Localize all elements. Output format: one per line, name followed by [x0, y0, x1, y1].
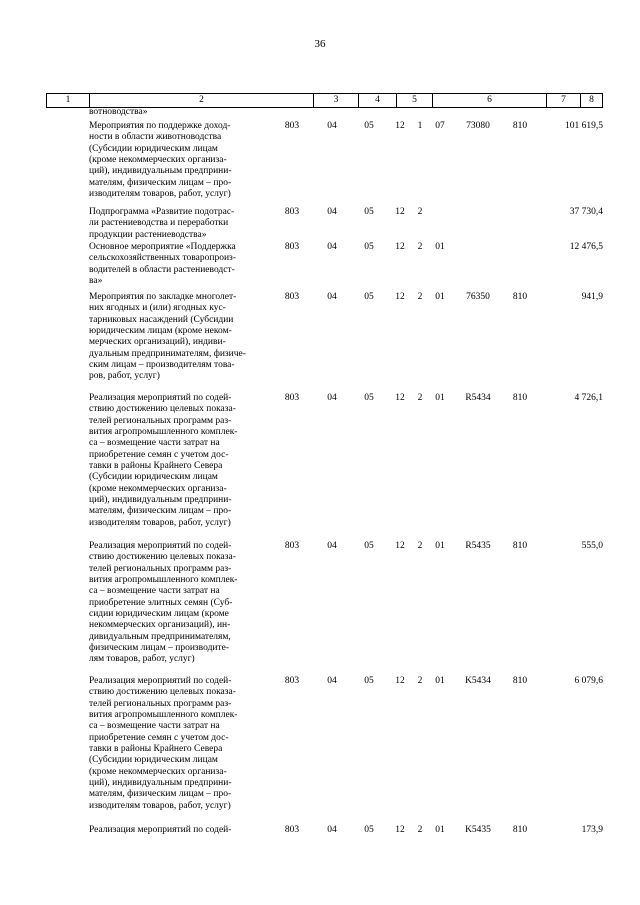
row-target-4: K5434 [465, 676, 491, 686]
row-name: Мероприятия по закладке многолет- них ягодных и (или) ягодных кус- тарниковых насаждений (Субсидии юридическим лицам (кроме неком- мерческих организаций), индиви- дуальным предпринимателям, физиче- ским лицам – производителям това- ров, работ, услуг) [89, 292, 246, 382]
row-gr: 803 [284, 393, 300, 403]
row-name: Реализация мероприятий по содей- ствию достижению целевых показа- телей региональных программ раз- вития агропромышленного комплек- са – возмещение части затрат на приобретение семян с учетом дос- тавки в районы Крайнего Севера (Субсидии юридическим лицам (кроме некоммерческих организа- ций), индивидуальным предприни- мателям, физическим лицам – про- изводителям товаров, работ, услуг) [89, 393, 238, 528]
row-target-2: 2 [417, 676, 423, 686]
page-number: 36 [314, 38, 326, 50]
row-sum: 37 730,4 [569, 207, 603, 217]
row-gr: 803 [284, 121, 300, 131]
row-target-4: R5435 [465, 541, 491, 551]
row-pr: 05 [364, 393, 374, 403]
row-target-2: 2 [417, 242, 423, 252]
row-vr: 810 [512, 292, 528, 302]
row-target-1: 12 [395, 676, 405, 686]
row-vr: 810 [512, 541, 528, 551]
header-col-1: 1 [46, 94, 89, 107]
row-target-2: 2 [417, 292, 423, 302]
row-gr: 803 [284, 541, 300, 551]
row-rz: 04 [327, 676, 337, 686]
row-target-3: 01 [435, 825, 445, 835]
row-vr: 810 [512, 121, 528, 131]
row-sum: 6 079,6 [574, 676, 603, 686]
row-vr: 810 [512, 676, 528, 686]
row-gr: 803 [284, 242, 300, 252]
row-target-1: 12 [395, 242, 405, 252]
row-target-1: 12 [395, 541, 405, 551]
row-name: Реализация мероприятий по содей- ствию достижению целевых показа- телей региональных программ раз- вития агропромышленного комплек- са – возмещение части затрат на приобретение семян с учетом дос- тавки в районы Крайнего Севера (Субсидии юридическим лицам (кроме некоммерческих организа- ций), индивидуальным предприни- мателям, физическим лицам – про- изводителям товаров, работ, услуг) [89, 676, 238, 811]
row-rz: 04 [327, 121, 337, 131]
header-col-7: 7 [546, 94, 580, 107]
row-target-2: 2 [417, 393, 423, 403]
row-gr: 803 [284, 207, 300, 217]
row-sum: 555,0 [581, 541, 603, 551]
row-target-4: 73080 [466, 121, 490, 131]
row-target-3: 01 [435, 393, 445, 403]
row-gr: 803 [284, 825, 300, 835]
row-target-2: 2 [417, 541, 423, 551]
row-target-1: 12 [395, 825, 405, 835]
row-pr: 05 [364, 825, 374, 835]
header-col-4: 4 [358, 94, 396, 107]
row-target-4: R5434 [465, 393, 491, 403]
row-sum: 4 726,1 [574, 393, 603, 403]
header-col-5: 5 [396, 94, 432, 107]
row-target-4: 76350 [466, 292, 490, 302]
row-target-2: 2 [417, 207, 423, 217]
row-target-3: 01 [435, 292, 445, 302]
row-pr: 05 [364, 207, 374, 217]
header-col-6: 6 [432, 94, 546, 107]
row-sum: 12 476,5 [569, 242, 603, 252]
row-pr: 05 [364, 676, 374, 686]
row-vr: 810 [512, 393, 528, 403]
row-rz: 04 [327, 825, 337, 835]
row-target-2: 2 [417, 825, 423, 835]
row-pr: 05 [364, 541, 374, 551]
row-pr: 05 [364, 121, 374, 131]
row-name: Реализация мероприятий по содей- ствию достижению целевых показа- телей региональных программ раз- вития агропромышленного комплек- са – возмещение части затрат на приобретение элитных семян (Суб- сидии юридическим лицам (кроме некоммерческих организаций), ин- дивидуальным предпринимателям, физическим лицам – производите- лям товаров, работ, услуг) [89, 541, 238, 665]
row-target-1: 12 [395, 207, 405, 217]
header-col-3: 3 [313, 94, 358, 107]
header-col-8: 8 [580, 94, 603, 107]
row-rz: 04 [327, 207, 337, 217]
row-target-4: K5435 [465, 825, 491, 835]
row-name: вотноводства» [89, 107, 148, 117]
row-pr: 05 [364, 292, 374, 302]
row-target-1: 12 [395, 292, 405, 302]
header-col-2: 2 [89, 94, 313, 107]
row-rz: 04 [327, 242, 337, 252]
row-target-3: 01 [435, 541, 445, 551]
row-name: Реализация мероприятий по содей- [89, 825, 232, 835]
row-target-2: 1 [417, 121, 423, 131]
row-target-3: 01 [435, 242, 445, 252]
row-sum: 941,9 [581, 292, 603, 302]
row-target-3: 07 [435, 121, 445, 131]
row-sum: 101 619,5 [565, 121, 603, 131]
table-header [46, 93, 603, 108]
row-target-1: 12 [395, 121, 405, 131]
row-gr: 803 [284, 292, 300, 302]
row-name: Мероприятия по поддержке доход- ности в области животноводства (Субсидии юридическим лицам (кроме некоммерческих организа- ций), индивидуальным предприни- мателям, физическим лицам – про- изводителям товаров, работ, услуг) [89, 121, 232, 200]
row-sum: 173,9 [581, 825, 603, 835]
row-name: Основное мероприятие «Поддержка сельскохозяйственных товаропроиз- водителей в области растениеводст- ва» [89, 242, 236, 287]
row-rz: 04 [327, 541, 337, 551]
row-vr: 810 [512, 825, 528, 835]
row-rz: 04 [327, 292, 337, 302]
row-rz: 04 [327, 393, 337, 403]
row-pr: 05 [364, 242, 374, 252]
row-name: Подпрограмма «Развитие подотрас- ли растениеводства и переработки продукции растениеводства» [89, 207, 235, 240]
row-gr: 803 [284, 676, 300, 686]
row-target-1: 12 [395, 393, 405, 403]
row-target-3: 01 [435, 676, 445, 686]
